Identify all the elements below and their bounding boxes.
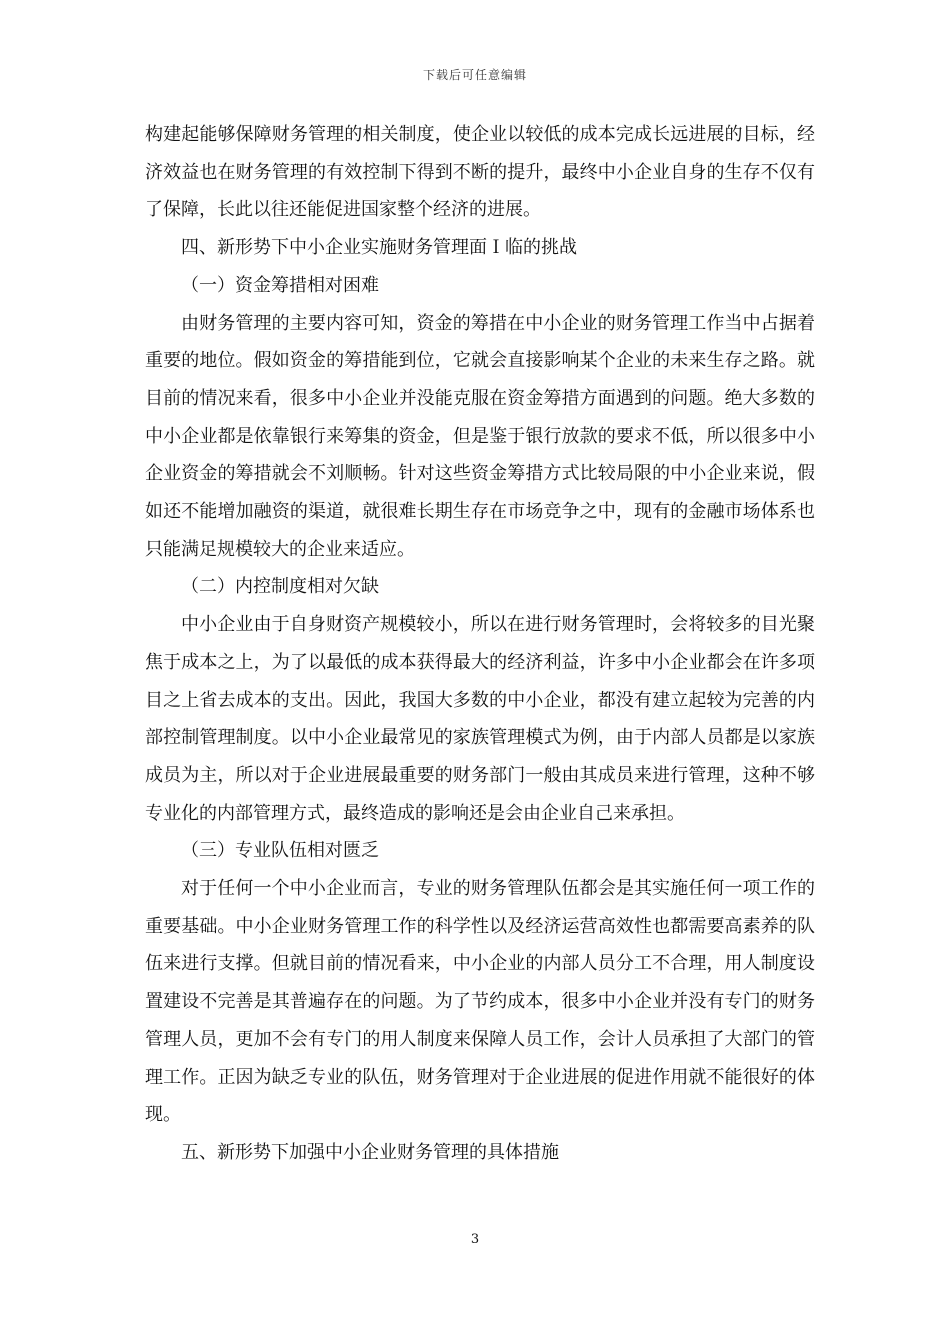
header-note: 下载后可任意编辑 xyxy=(422,68,527,82)
section-heading-5: 五、新形势下加强中小企业财务管理的具体措施 xyxy=(181,1141,559,1163)
page-number: 3 xyxy=(470,1232,480,1247)
subheading-funding: （一）资金筹措相对困难 xyxy=(181,274,379,296)
paragraph-internal-control: 中小企业由于自身财资产规模较小，所以在进行财务管理时，会将较多的目光聚焦于成本之上，为了以最低的成本获得最大的经济利益，许多中小企业都会在许多项目之上省去成本的支出。因此，我国大多数的中小企业，都没有建立起较为完善的内部控制管理制度。以中小企业最常见的家族管理模式为例，由于内部人员都是以家族成员为主，所以对于企业进展最重要的财务部门一般由其成员来进行管理，这种不够专业化的内部管理方式，最终造成的影响还是会由企业自己来承担。 xyxy=(145,614,815,824)
paragraph-funding: 由财务管理的主要内容可知，资金的筹措在中小企业的财务管理工作当中占据着重要的地位。假如资金的筹措能到位，它就会直接影响某个企业的未来生存之路。就目前的情况来看，很多中小企业并没能克服在资金筹措方面遇到的问题。绝大多数的中小企业都是依靠银行来筹集的资金，但是鉴于银行放款的要求不低，所以很多中小企业资金的筹措就会不刘顺畅。针对这些资金筹措方式比较局限的中小企业来说，假如还不能增加融资的渠道，就很难长期生存在市场竞争之中，现有的金融市场体系也只能满足规模较大的企业来适应。 xyxy=(145,312,815,560)
subheading-internal-control: （二）内控制度相对欠缺 xyxy=(181,576,379,598)
document-body xyxy=(145,116,815,1172)
paragraph-continuation: 构建起能够保障财务管理的相关制度，使企业以较低的成本完成长远进展的目标，经济效益也在财务管理的有效控制下得到不断的提升，最终中小企业自身的生存不仅有了保障，长此以往还能促进国家整个经济的进展。 xyxy=(145,124,815,221)
section-heading-4: 四、新形势下中小企业实施财务管理面Ｉ临的挑战 xyxy=(181,237,577,259)
subheading-professional-team: （三）专业队伍相对匮乏 xyxy=(181,840,379,862)
paragraph-professional-team: 对于任何一个中小企业而言，专业的财务管理队伍都会是其实施任何一项工作的重要基础。中小企业财务管理工作的科学性以及经济运营高效性也都需要高素养的队伍来进行支撑。但就目前的情况看来，中小企业的内部人员分工不合理，用人制度设置建设不完善是其普遍存在的问题。为了节约成本，很多中小企业并没有专门的财务管理人员，更加不会有专门的用人制度来保障人员工作，会计人员承担了大部门的管理工作。正因为缺乏专业的队伍，财务管理对于企业进展的促进作用就不能很好的体现。 xyxy=(145,878,815,1126)
